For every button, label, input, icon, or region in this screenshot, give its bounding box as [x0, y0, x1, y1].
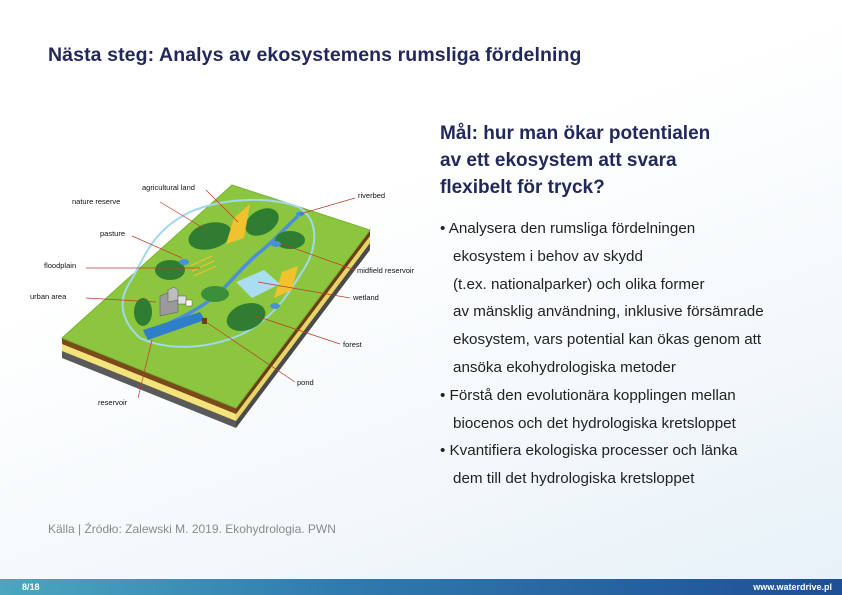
bullet-line: ekosystem i behov av skydd	[453, 247, 643, 265]
forest-patch	[201, 286, 229, 302]
source-note: Källa | Źródło: Zalewski M. 2019. Ekohydrologia. PWN	[48, 522, 336, 536]
bullet-list	[440, 215, 830, 493]
footer-bar	[0, 579, 842, 595]
label-agricultural-land: agricultural land	[142, 183, 195, 192]
hut-shape	[202, 318, 207, 324]
ecosystem-landscape-diagram	[0, 175, 430, 435]
label-urban-area: urban area	[30, 292, 67, 301]
pond-shape	[270, 303, 280, 309]
bullet-item	[440, 215, 830, 382]
terrain-block	[62, 185, 370, 428]
bullet-item	[440, 437, 830, 493]
pond-shape	[179, 259, 189, 265]
label-riverbed: riverbed	[358, 191, 386, 200]
goal-line: Mål: hur man ökar potentialen	[440, 123, 711, 144]
forest-patch	[275, 231, 305, 249]
bullet-line: • Kvantifiera ekologiska processer och länka	[440, 442, 738, 460]
bullet-line: ekosystem, vars potential kan ökas genom att	[453, 331, 762, 349]
label-floodplain: floodplain	[44, 261, 77, 270]
bullet-line: av mänsklig användning, inklusive försämrade	[453, 303, 764, 321]
bullet-line: dem till det hydrologiska kretsloppet	[453, 470, 695, 488]
bullet-line: ansöka ekohydrologiska metoder	[453, 358, 676, 376]
goal-line: av ett ekosystem att svara	[440, 150, 677, 171]
label-nature-reserve: nature reserve	[72, 197, 121, 206]
label-pasture: pasture	[100, 229, 126, 238]
label-reservoir: reservoir	[98, 398, 128, 407]
bullet-line: • Analysera den rumsliga fördelningen	[440, 220, 696, 237]
label-forest: forest	[343, 340, 362, 349]
page-number: 8/18	[22, 582, 40, 592]
bullet-line: (t.ex. nationalparker) och olika former	[453, 275, 705, 293]
pond-shape	[271, 241, 281, 247]
goal-line: flexibelt för tryck?	[440, 177, 605, 198]
slide-title: Nästa steg: Analys av ekosystemens rumsliga fördelning	[48, 44, 582, 66]
bullet-line: biocenos och det hydrologiska kretsloppet	[453, 414, 736, 432]
label-pond: pond	[297, 378, 314, 387]
label-wetland: wetland	[353, 293, 379, 302]
website-link[interactable]: www.waterdrive.pl	[753, 582, 832, 592]
goal-heading	[440, 120, 800, 201]
bullet-item	[440, 382, 830, 438]
bullet-line: • Förstå den evolutionära kopplingen mellan	[440, 386, 736, 404]
forest-patch	[134, 298, 152, 326]
label-midfield-reservoir: midfield reservoir	[357, 266, 415, 275]
